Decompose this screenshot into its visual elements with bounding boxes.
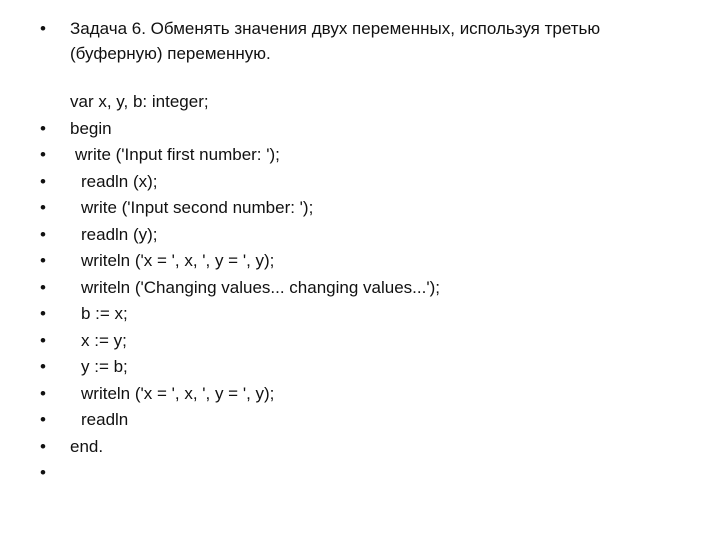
code-line-text: end. xyxy=(70,436,104,456)
code-line-text: var x, y, b: integer; xyxy=(70,92,209,111)
bullet-icon: • xyxy=(40,224,46,244)
code-listing xyxy=(38,89,678,482)
bullet-icon: • xyxy=(40,410,46,429)
code-line-text: x := y; xyxy=(81,330,127,350)
code-line-text: b := x; xyxy=(81,304,128,323)
bullet-icon: • xyxy=(40,145,46,164)
bullet-icon: • xyxy=(40,19,46,38)
code-line-text: write ('Input first number: '); xyxy=(75,145,280,164)
bullet-icon: • xyxy=(40,304,46,323)
bullet-icon: • xyxy=(40,357,46,376)
code-line xyxy=(38,434,678,482)
bullet-icon: • xyxy=(40,251,46,270)
task-text: Задача 6. Обменять значения двух переменных, используя третью (буферную) переменную. xyxy=(70,19,601,63)
bullet-icon: • xyxy=(40,330,46,350)
bullet-icon: • xyxy=(40,383,46,403)
bullet-icon: • xyxy=(40,171,46,191)
code-line-text: readln (x); xyxy=(81,171,158,191)
code-line-text: readln xyxy=(81,410,129,429)
code-line-text: writeln ('Changing values... changing values...'); xyxy=(81,277,440,297)
bullet-icon: • xyxy=(40,277,46,297)
bullet-icon: • xyxy=(40,436,46,456)
code-line-text: write ('Input second number: '); xyxy=(81,198,314,217)
code-line-text: begin xyxy=(70,118,112,138)
bullet-icon: • xyxy=(40,118,46,138)
bullet-icon: • xyxy=(40,198,46,217)
code-line-text: y := b; xyxy=(81,357,128,376)
code-line-text: writeln ('x = ', x, ', y = ', y); xyxy=(81,251,275,270)
code-line-text: readln (y); xyxy=(81,224,158,244)
code-line-text: writeln ('x = ', x, ', y = ', y); xyxy=(81,383,275,403)
bullet-icon: • xyxy=(40,463,46,482)
